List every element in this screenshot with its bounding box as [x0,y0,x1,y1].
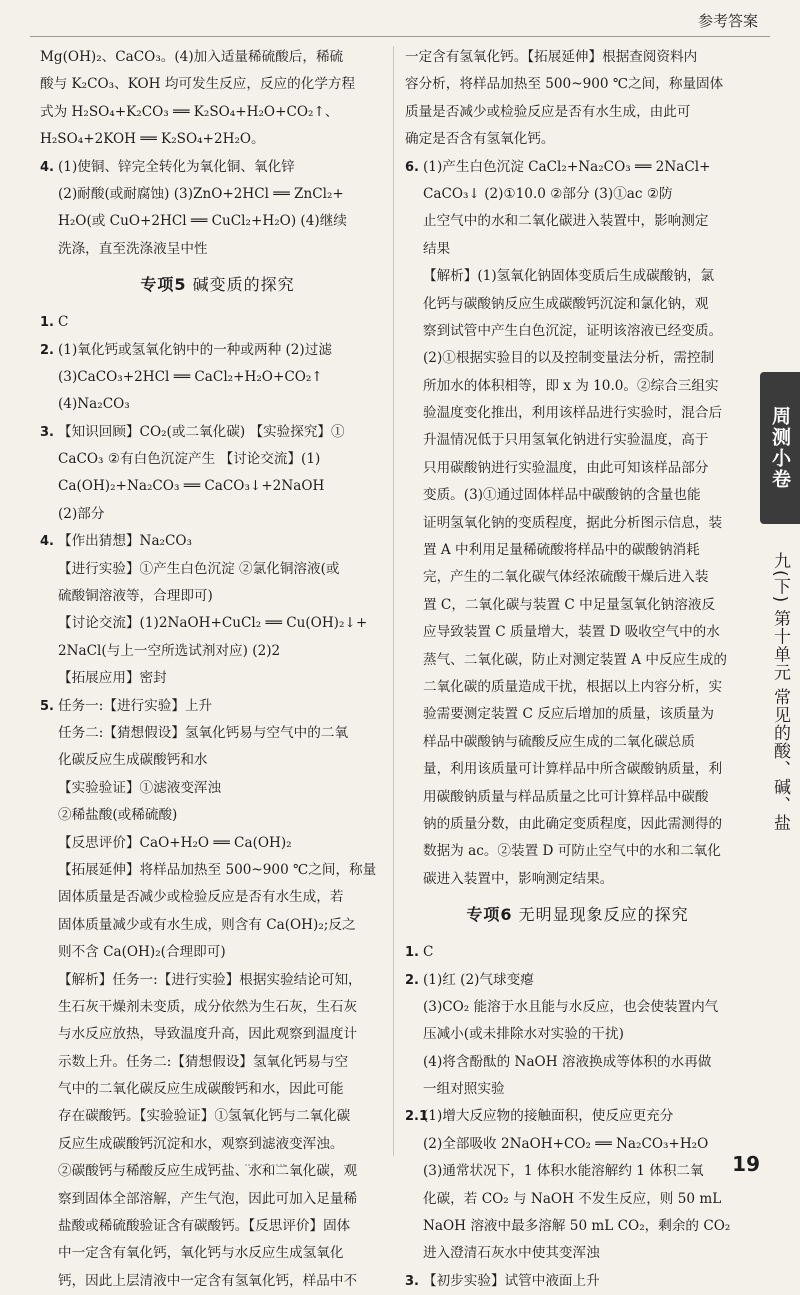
answer-line [40,884,395,911]
answer-text: 完，产生的二氧化碳气体经浓硫酸干燥后进入装 [423,569,709,586]
answer-line [40,1076,395,1103]
answer-text: 盐酸或稀硫酸验证含有碳酸钙。【反思评价】固体 [58,1218,351,1235]
answer-text: 察到试管中产生白色沉淀，证明该溶液已经变质。 [423,322,723,339]
question-number: 3. [40,424,54,440]
answer-line [405,1240,750,1267]
answer-line [405,1213,750,1240]
answer-line [405,838,750,865]
text-line: 式为 H₂SO₄+K₂CO₃ ══ K₂SO₄+H₂O+CO₂↑、 [40,103,339,120]
answer-line [40,1131,395,1158]
answer-line [405,619,750,646]
answer-line [40,583,395,610]
answer-line [40,337,395,364]
answer-text: 【知识回顾】CO₂(或二氧化碳) 【实验探究】① [58,423,345,440]
answer-text: 洗涤，直至洗涤液呈中性 [58,240,208,257]
answer-text: (3)CaCO₃+2HCl ══ CaCl₂+H₂O+CO₂↑ [58,368,323,385]
answer-line [40,747,395,774]
answer-text: (4)Na₂CO₃ [58,396,130,413]
answer-line [405,236,750,263]
answer-line [405,1268,750,1295]
answer-line [405,1186,750,1213]
answer-text: (3)CO₂ 能溶于水且能与水反应，也会使装置内气 [423,998,719,1015]
answer-line [40,994,395,1021]
answer-line [40,364,395,391]
answer-text: 化钙与碳酸钠反应生成碳酸钙沉淀和氯化钠，观 [423,295,709,312]
answer-text: 蒸气、二氧化碳，防止对测定装置 A 中反应生成的 [423,651,727,668]
question-4-block [40,154,395,264]
answer-text: 止空气中的水和二氧化碳进入装置中，影响测定 [423,213,709,230]
answer-line [405,756,750,783]
text-line: 一定含有氢氧化钙。【拓展延伸】根据查阅资料内 [405,49,698,65]
left-continuation [40,44,395,154]
section-6-label: 专项6 [466,905,513,925]
answer-line [40,939,395,966]
answer-line [405,647,750,674]
question-number: 2.1 [405,1109,429,1125]
section-6-answers [405,939,750,1295]
answer-text: 2NaCl(与上一空所选试剂对应) (2)2 [58,642,281,659]
answer-text: 样品中碳酸钠与硫酸反应生成的二氧化碳总质 [423,733,695,750]
answer-line [40,419,395,446]
answer-line [405,455,750,482]
answer-line [405,564,750,591]
answer-line [40,1103,395,1130]
answer-text: (1)氧化钙或氢氧化钠中的一种或两种 (2)过滤 [58,341,332,358]
answer-text: 升温情况低于只用氢氧化钠进行实验温度，高于 [423,432,709,449]
answer-line [40,208,395,235]
answer-line [40,1268,395,1295]
answer-line [405,994,750,1021]
answer-line [40,610,395,637]
answer-text: 示数上升。任务二:【猜想假设】氢氧化钙易与空 [58,1053,349,1070]
answer-text: NaOH 溶液中最多溶解 50 mL CO₂，剩余的 CO₂ [423,1218,731,1235]
answer-text: 【拓展延伸】将样品加热至 500~900 ℃之间，称量 [58,861,377,878]
answer-text: H₂O(或 CuO+2HCl ══ CuCl₂+H₂O) (4)继续 [58,213,347,230]
answer-text: 【解析】(1)氢氧化钠固体变质后生成碳酸钠，氯 [423,268,715,285]
answer-line [40,720,395,747]
answer-text: 化碳，若 CO₂ 与 NaOH 不发生反应，则 50 mL [423,1190,722,1207]
right-continuation [405,44,750,154]
answer-text: 量，利用该质量可计算样品中所含碳酸钠质量，利 [423,761,723,778]
answer-line [40,1186,395,1213]
answer-line [40,1213,395,1240]
answer-text: Ca(OH)₂+Na₂CO₃ ══ CaCO₃↓+2NaOH [58,478,325,495]
answer-line [40,236,395,263]
answer-line [405,1158,750,1185]
answer-line [40,446,395,473]
answer-text: 只用碳酸钠进行实验温度，由此可知该样品部分 [423,459,709,476]
answer-line [405,866,750,893]
answer-text: 数据为 ac。②装置 D 可防止空气中的水和二氧化 [423,843,721,860]
answer-text: (4)将含酚酞的 NaOH 溶液换成等体积的水再做 [423,1053,712,1070]
answer-text: 置 A 中利用足量稀硫酸将样品中的碳酸钠消耗 [423,542,700,559]
answer-text: 【进行实验】①产生白色沉淀 ②氯化铜溶液(或 [58,560,340,577]
question-number: 4. [40,159,54,175]
answer-text: CaCO₃ ②有白色沉淀产生 【讨论交流】(1) [58,451,321,468]
answer-text: 碳进入装置中，影响测定结果。 [423,870,614,887]
answer-text: 证明氢氧化钠的变质程度，据此分析图示信息，装 [423,514,723,531]
answer-line [405,939,750,966]
answer-line [40,154,395,181]
answer-line [405,373,750,400]
text-line: Mg(OH)₂、CaCO₃。(4)加入适量稀硫酸后，稀硫 [40,49,344,65]
answer-line [405,482,750,509]
answer-text: 应导致装置 C 质量增大，装置 D 吸收空气中的水 [423,624,720,641]
answer-text: 验需要测定装置 C 反应后增加的质量，该质量为 [423,706,714,723]
answer-text: ②碳酸钙与稀酸反应生成钙盐、水和二氧化碳，观 [58,1163,358,1180]
answer-text: 任务二:【猜想假设】氢氧化钙易与空气中的二氧 [58,724,349,741]
answer-line [405,811,750,838]
answer-line [405,967,750,994]
answer-line [40,556,395,583]
answer-line [405,1131,750,1158]
section-6-title: 无明显现象反应的探究 [518,905,689,925]
answer-line [40,1049,395,1076]
answer-text: 察到固体全部溶解，产生气泡，因此可加入足量稀 [58,1190,358,1207]
right-column [405,44,750,1295]
answer-line [40,638,395,665]
answer-line [405,345,750,372]
answer-text: 验温度变化推出，利用该样品进行实验时，混合后 [423,405,723,422]
answer-line [405,674,750,701]
answer-line [405,400,750,427]
question-number: 2. [405,972,419,988]
answer-line [40,181,395,208]
answer-line [40,802,395,829]
answer-text: 所加水的体积相等，即 x 为 10.0。②综合三组实 [423,377,719,394]
question-number: 3. [405,1273,419,1289]
answer-text: (2)耐酸(或耐腐蚀) (3)ZnO+2HCl ══ ZnCl₂+ [58,185,344,202]
answer-text: 固体质量是否减少或检验反应是否有水生成，若 [58,889,344,906]
answer-text: 结果 [423,240,451,257]
answer-text: (2)全部吸收 2NaOH+CO₂ ══ Na₂CO₃+H₂O [423,1135,709,1152]
question-number: 5. [40,698,54,714]
answer-text: 生石灰干燥剂未变质，成分依然为生石灰，生石灰 [58,998,358,1015]
answer-line [405,154,750,181]
answer-line [405,318,750,345]
answer-line [40,967,395,994]
section-5-label: 专项5 [140,275,187,295]
answer-text: (1)红 (2)气球变瘪 [423,971,534,988]
page-header-title: 参考答案 [697,12,758,30]
section-5-answers [40,309,395,1295]
answer-line [405,510,750,537]
question-6-block [405,154,750,894]
question-number: 4. [40,534,54,550]
answer-line [40,391,395,418]
answer-text: 硫酸铜溶液等，合理即可) [58,588,213,605]
answer-text: (2)①根据实验目的以及控制变量法分析，需控制 [423,350,715,367]
question-number: 2. [40,342,54,358]
answer-line [405,537,750,564]
answer-text: CaCO₃↓ (2)①10.0 ②部分 (3)①ac ②防 [423,185,673,202]
answer-text: 【反思评价】CaO+H₂O ══ Ca(OH)₂ [58,834,292,851]
question-number: 6. [405,159,419,175]
answer-line [405,427,750,454]
answer-line [40,1158,395,1185]
answer-text: 压减小(或未排除水对实验的干扰) [423,1026,624,1043]
answer-line [405,1021,750,1048]
answer-line [405,291,750,318]
answer-line [40,830,395,857]
answer-line [405,784,750,811]
answer-line [405,208,750,235]
answer-text: 【作出猜想】Na₂CO₃ [58,533,193,550]
answer-text: 钙，因此上层清液中一定含有氢氧化钙，样品中不 [58,1272,358,1289]
answer-text: (3)通常状况下，1 体积水能溶解约 1 体积二氧 [423,1163,704,1180]
side-tab: 周测小卷 [760,372,800,524]
answer-text: 【讨论交流】(1)2NaOH+CuCl₂ ══ Cu(OH)₂↓+ [58,615,368,632]
answer-line [40,309,395,336]
answer-line [405,1103,750,1130]
answer-text: 气中的二氧化碳反应生成碳酸钙和水，因此可能 [58,1081,344,1098]
answer-text: 置 C，二氧化碳与装置 C 中足量氢氧化钠溶液反 [423,596,716,613]
answer-line [405,701,750,728]
header-rule [30,36,770,37]
answer-line [40,665,395,692]
answer-text: 与水反应放热，导致温度升高，因此观察到温度计 [58,1026,358,1043]
answer-line [40,912,395,939]
answer-text: 【实验验证】①滤液变浑浊 [58,779,222,796]
answer-text: ②稀盐酸(或稀硫酸) [58,807,178,824]
section-5-title: 碱变质的探究 [192,275,295,295]
answer-text: 钠的质量分数，由此确定变质程度，因此需测得的 [423,815,723,832]
answer-text: 反应生成碳酸钙沉淀和水，观察到滤液变浑浊。 [58,1135,344,1152]
section-6-heading [405,895,750,935]
bottom-decoration [245,1164,285,1176]
answer-line [405,729,750,756]
section-5-heading [40,265,395,305]
answer-line [40,1240,395,1267]
answer-text: 【初步实验】试管中液面上升 [423,1272,600,1289]
answer-text: 化碳反应生成碳酸钙和水 [58,752,208,769]
text-line: 确定是否含有氢氧化钙。 [405,131,555,148]
answer-line [405,263,750,290]
answer-text: 【解析】任务一:【进行实验】根据实验结论可知， [58,971,362,988]
answer-text: 固体质量减少或有水生成，则含有 Ca(OH)₂;反之 [58,916,356,933]
answer-line [40,528,395,555]
answer-text: 进入澄清石灰水中使其变浑浊 [423,1245,600,1262]
answer-text: 【拓展应用】密封 [58,670,167,687]
answer-line [40,775,395,802]
left-column [40,44,395,1295]
answer-text: 一组对照实验 [423,1081,505,1098]
answer-text: (1)产生白色沉淀 CaCl₂+Na₂CO₃ ══ 2NaCl+ [423,158,711,175]
answer-text: (1)使铜、锌完全转化为氧化铜、氧化锌 [58,158,295,175]
answer-text: 变质。(3)①通过固体样品中碳酸钠的含量也能 [423,487,701,504]
answer-line [40,501,395,528]
answer-text: C [58,314,69,331]
answer-text: (1)增大反应物的接触面积，使反应更充分 [423,1108,674,1125]
answer-line [40,693,395,720]
unit-label: 九(下) 第十单元 常见的酸、碱、盐 [770,552,790,833]
answer-text: 任务一:【进行实验】上升 [58,697,213,714]
answer-line [40,473,395,500]
answer-line [405,181,750,208]
answer-text: 中一定含有氧化钙，氧化钙与水反应生成氢氧化 [58,1245,344,1262]
answer-text: C [423,944,434,961]
answer-line [405,592,750,619]
answer-line [405,1049,750,1076]
answer-text: 存在碳酸钙。【实验验证】①氢氧化钙与二氧化碳 [58,1108,351,1125]
answer-line [40,1021,395,1048]
answer-text: 则不含 Ca(OH)₂(合理即可) [58,944,226,961]
text-line: 酸与 K₂CO₃、KOH 均可发生反应，反应的化学方程 [40,76,356,93]
answer-line [40,857,395,884]
answer-text: (2)部分 [58,505,105,522]
text-line: 容分析，将样品加热至 500~900 ℃之间，称量固体 [405,76,724,93]
text-line: H₂SO₄+2KOH ══ K₂SO₄+2H₂O。 [40,131,265,148]
answer-text: 二氧化碳的质量造成干扰，根据以上内容分析，实 [423,678,723,695]
answer-line [405,1076,750,1103]
question-number: 1. [405,945,419,961]
answer-text: 用碳酸钠质量与样品质量之比可计算样品中碳酸 [423,788,709,805]
text-line: 质量是否减少或检验反应是否有水生成，由此可 [405,103,691,120]
question-number: 1. [40,315,54,331]
page-number: 19 [732,1152,760,1176]
